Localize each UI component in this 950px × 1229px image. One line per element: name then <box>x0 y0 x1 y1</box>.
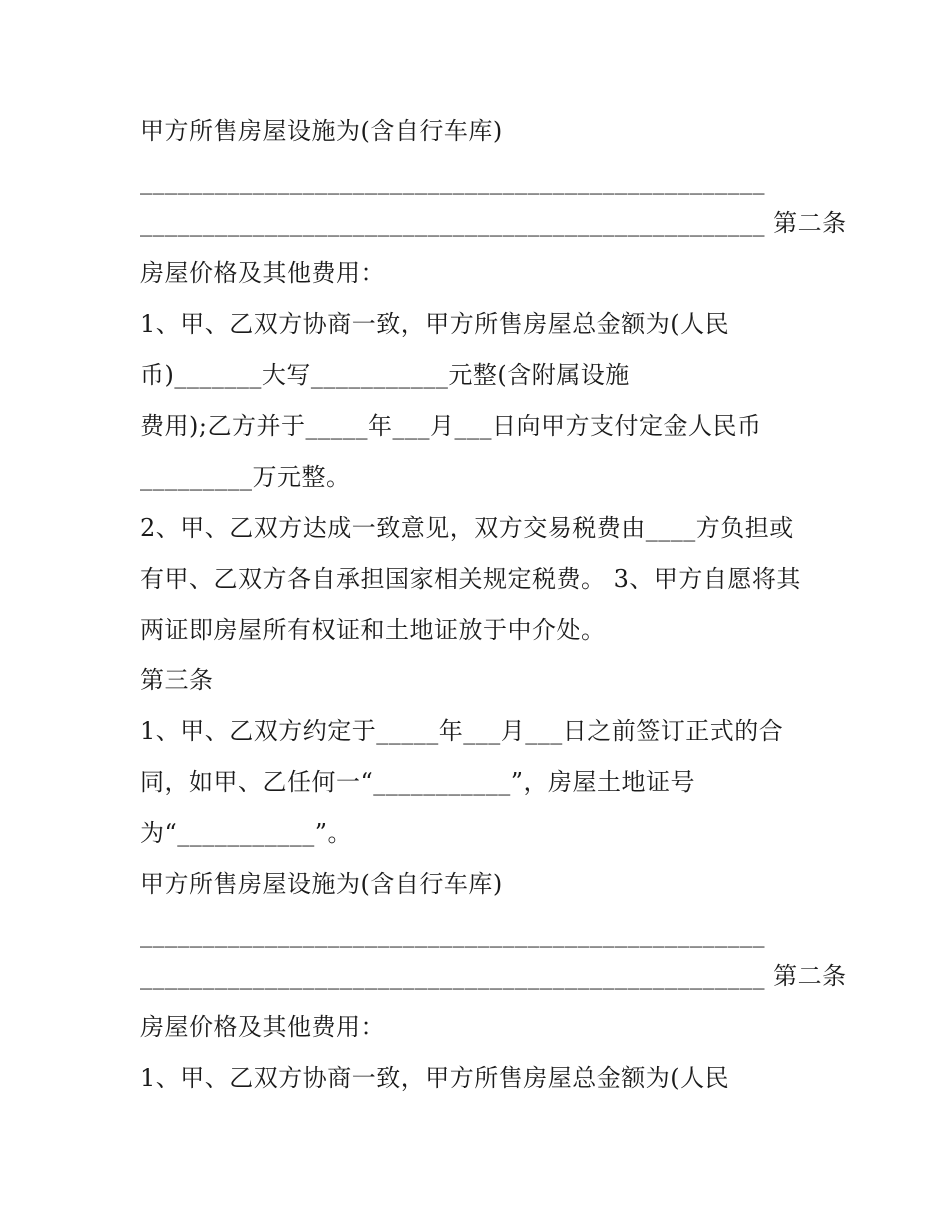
doc-line-8: _________万元整。 <box>140 463 351 491</box>
doc-line-12: 第三条 <box>140 666 214 694</box>
doc-line-17: __________________________________________________ <box>140 920 765 948</box>
doc-line-14: 同，如甲、乙任何一“___________”，房屋土地证号 <box>140 768 696 796</box>
doc-line-20: 1、甲、乙双方协商一致，甲方所售房屋总金额为(人民 <box>140 1064 730 1092</box>
doc-line-16: 甲方所售房屋设施为(含自行车库) <box>140 870 503 898</box>
doc-line-15: 为“___________”。 <box>140 819 353 847</box>
doc-line-3: __________________________________________________ 第二条 <box>140 209 847 237</box>
doc-line-18: __________________________________________________ 第二条 <box>140 962 847 990</box>
doc-line-7: 费用);乙方并于_____年___月___日向甲方支付定金人民币 <box>140 412 762 440</box>
doc-line-11: 两证即房屋所有权证和土地证放于中介处。 <box>140 616 606 644</box>
doc-line-4: 房屋价格及其他费用： <box>140 259 385 287</box>
doc-line-9: 2、甲、乙双方达成一致意见，双方交易税费由____方负担或 <box>140 514 794 542</box>
doc-line-13: 1、甲、乙双方约定于_____年___月___日之前签订正式的合 <box>140 717 784 745</box>
doc-line-5: 1、甲、乙双方协商一致，甲方所售房屋总金额为(人民 <box>140 310 730 338</box>
doc-line-6: 币)_______大写___________元整(含附属设施 <box>140 361 630 389</box>
doc-line-10: 有甲、乙双方各自承担国家相关规定税费。 3、甲方自愿将其 <box>140 565 801 593</box>
doc-line-2: __________________________________________________ <box>140 167 765 195</box>
doc-line-19: 房屋价格及其他费用： <box>140 1013 385 1041</box>
doc-line-1: 甲方所售房屋设施为(含自行车库) <box>140 117 503 145</box>
